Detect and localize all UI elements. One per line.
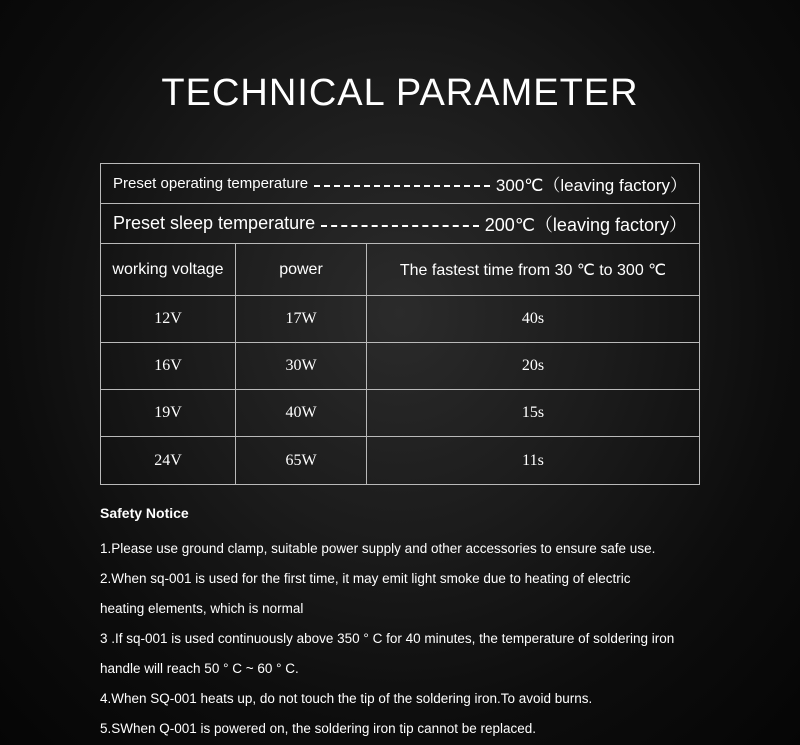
cell-voltage: 16V xyxy=(101,343,236,389)
specification-table xyxy=(100,163,700,485)
dotted-leader xyxy=(321,225,479,227)
safety-notice-line: 4.When SQ-001 heats up, do not touch the tip of the soldering iron.To avoid burns. xyxy=(100,691,593,706)
preset-sleep-temperature-row xyxy=(101,204,699,244)
cell-time: 15s xyxy=(521,404,545,421)
cell-voltage: 12V xyxy=(101,296,236,342)
cell-power: 40W xyxy=(236,390,367,436)
dotted-leader xyxy=(314,185,490,187)
safety-notice-line: 3 .If sq-001 is used continuously above 350 ° C for 40 minutes, the temperature of soldering iron xyxy=(100,631,675,646)
cell-power: 30W xyxy=(236,343,367,389)
table-row xyxy=(101,390,699,437)
preset-operating-temperature-label: Preset operating temperature xyxy=(113,175,309,192)
preset-sleep-temperature-value: 200℃（leaving factory） xyxy=(484,214,687,235)
cell-time: 40s xyxy=(521,310,545,327)
page-title: TECHNICAL PARAMETER xyxy=(161,72,639,114)
cell-power: 17W xyxy=(236,296,367,342)
preset-sleep-temperature-label: Preset sleep temperature xyxy=(113,213,316,233)
column-header-fastest-time: The fastest time from 30 ℃ to 300 ℃ xyxy=(399,261,667,279)
safety-notice-line: 5.SWhen Q-001 is powered on, the soldering iron tip cannot be replaced. xyxy=(100,721,537,736)
cell-voltage: 24V xyxy=(101,437,236,484)
table-row xyxy=(101,437,699,484)
table-header-row xyxy=(101,244,699,296)
table-row xyxy=(101,296,699,343)
safety-notice-line: 1.Please use ground clamp, suitable power supply and other accessories to ensure safe use. xyxy=(100,541,656,556)
safety-notice-line: heating elements, which is normal xyxy=(100,601,304,616)
cell-power: 65W xyxy=(236,437,367,484)
column-header-working-voltage: working voltage xyxy=(101,244,236,295)
cell-time: 11s xyxy=(522,451,544,469)
safety-notice-section xyxy=(100,505,760,744)
column-header-power: power xyxy=(236,244,367,295)
safety-notice-title: Safety Notice xyxy=(100,505,189,521)
cell-time: 20s xyxy=(521,357,545,374)
preset-operating-temperature-value: 300℃（leaving factory） xyxy=(495,176,687,195)
table-row xyxy=(101,343,699,390)
preset-operating-temperature-row xyxy=(101,164,699,204)
safety-notice-line: 2.When sq-001 is used for the first time, it may emit light smoke due to heating of electric xyxy=(100,571,631,586)
cell-voltage: 19V xyxy=(101,390,236,436)
safety-notice-line: handle will reach 50 ° C ~ 60 ° C. xyxy=(100,661,299,676)
